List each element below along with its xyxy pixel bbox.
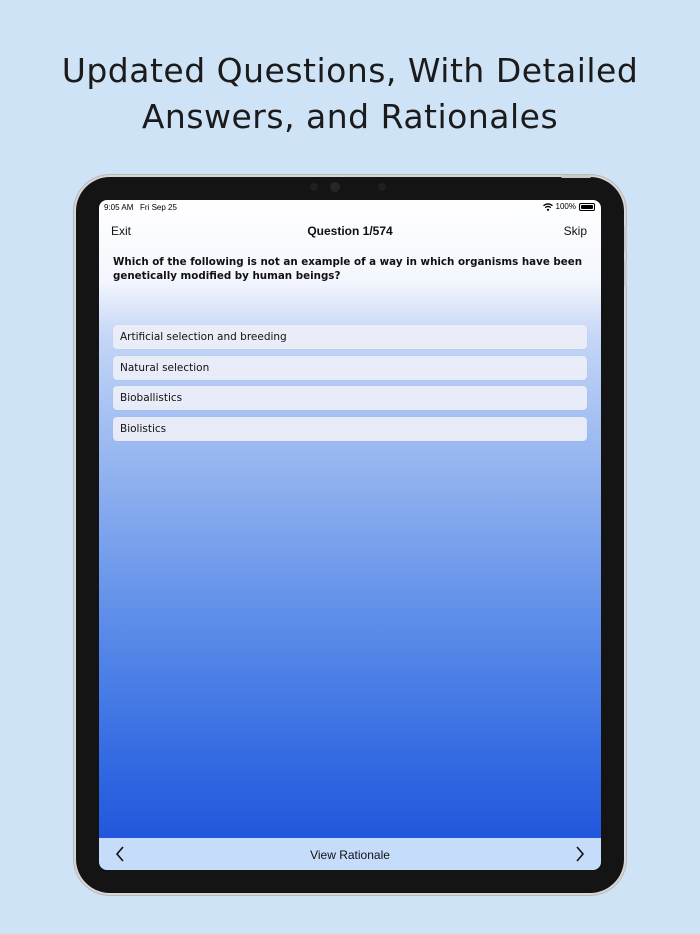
- status-time: [104, 203, 177, 212]
- view-rationale-button[interactable]: View Rationale: [310, 848, 390, 862]
- volume-button: [624, 259, 627, 287]
- next-button[interactable]: [575, 846, 585, 866]
- wifi-icon: [543, 203, 553, 211]
- answer-option[interactable]: Natural selection: [113, 356, 587, 380]
- volume-button: [624, 225, 627, 253]
- answer-list: [113, 325, 587, 448]
- status-time-value: 9:05 AM: [104, 203, 134, 212]
- promo-headline: [0, 48, 700, 140]
- app-screen: [99, 200, 601, 870]
- chevron-right-icon: [575, 846, 585, 862]
- status-right: [543, 202, 595, 211]
- tablet-device: [76, 177, 624, 893]
- battery-percent: 100%: [555, 202, 576, 211]
- question-counter-title: Question 1/574: [307, 224, 393, 238]
- answer-option[interactable]: Bioballistics: [113, 386, 587, 410]
- top-button: [561, 175, 591, 178]
- bottom-toolbar: [99, 838, 601, 870]
- status-bar: [99, 200, 601, 214]
- exit-button[interactable]: Exit: [111, 224, 132, 238]
- camera-lens: [310, 183, 318, 191]
- camera-sensor: [330, 182, 340, 192]
- battery-icon: [579, 203, 595, 211]
- headline-line-2: Answers, and Rationales: [141, 97, 559, 136]
- answer-option[interactable]: Artificial selection and breeding: [113, 325, 587, 349]
- headline-line-1: Updated Questions, With Detailed: [61, 51, 639, 90]
- status-date: Fri Sep 25: [140, 203, 177, 212]
- camera-sensor: [378, 183, 386, 191]
- answer-option[interactable]: Biolistics: [113, 417, 587, 441]
- nav-bar: [99, 222, 601, 242]
- question-text: Which of the following is not an example of a way in which organisms have been genetically modified by human beings?: [113, 256, 583, 282]
- skip-button[interactable]: Skip: [563, 224, 587, 238]
